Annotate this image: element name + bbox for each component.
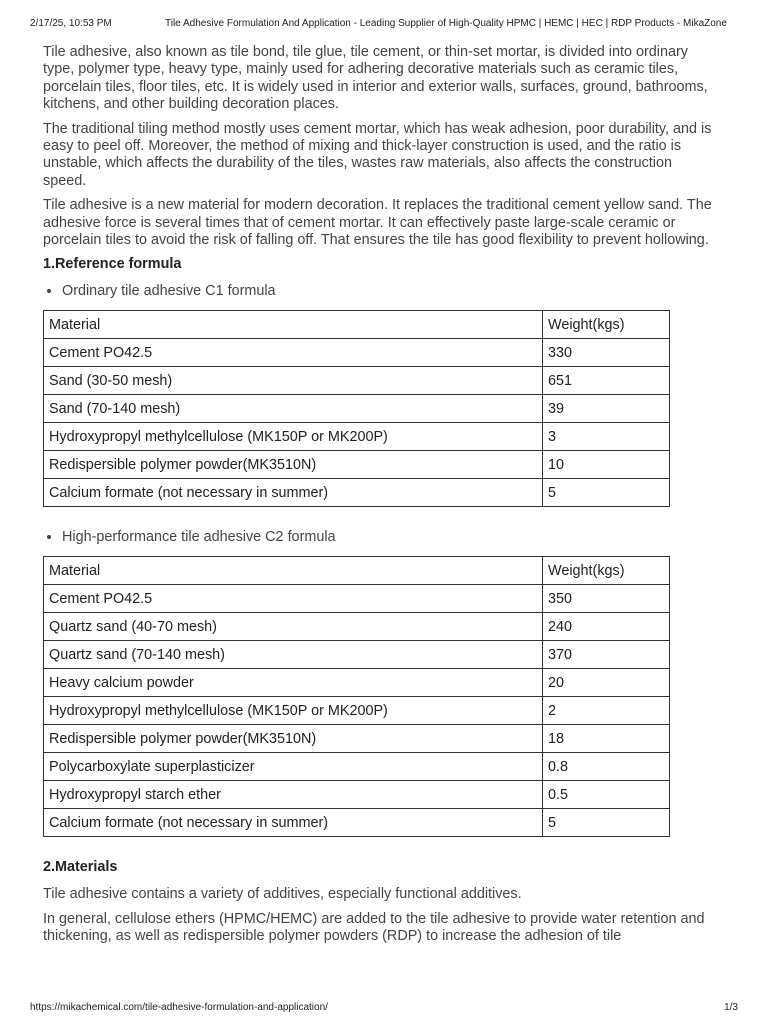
c2-formula-table <box>43 556 670 837</box>
c2-bullet-list <box>43 529 719 546</box>
weight-cell: 651 <box>543 367 670 395</box>
table-header-row <box>44 557 670 585</box>
weight-cell: 3 <box>543 423 670 451</box>
weight-cell: 2 <box>543 697 670 725</box>
table-row <box>44 339 670 367</box>
c1-formula-table <box>43 310 670 507</box>
weight-cell: 18 <box>543 725 670 753</box>
table-row <box>44 451 670 479</box>
print-datetime: 2/17/25, 10:53 PM <box>30 18 112 29</box>
material-cell: Cement PO42.5 <box>44 585 543 613</box>
material-cell: Cement PO42.5 <box>44 339 543 367</box>
material-cell: Hydroxypropyl methylcellulose (MK150P or MK200P) <box>44 423 543 451</box>
table-row <box>44 725 670 753</box>
table-row <box>44 395 670 423</box>
material-cell: Quartz sand (70-140 mesh) <box>44 641 543 669</box>
weight-cell: 5 <box>543 809 670 837</box>
table-header-cell: Material <box>44 311 543 339</box>
material-cell: Quartz sand (40-70 mesh) <box>44 613 543 641</box>
table-row <box>44 809 670 837</box>
table-row <box>44 641 670 669</box>
page-url: https://mikachemical.com/tile-adhesive-formulation-and-application/ <box>30 1002 328 1013</box>
material-cell: Polycarboxylate superplasticizer <box>44 753 543 781</box>
c2-bullet: • High-performance tile adhesive C2 formula <box>62 529 719 546</box>
material-cell: Sand (70-140 mesh) <box>44 395 543 423</box>
section-heading-reference-formula: 1.Reference formula <box>43 256 182 273</box>
modern-material-paragraph: Tile adhesive is a new material for modern decoration. It replaces the traditional cement yellow sand. The adhesive force is several times that of cement mortar. It can effectively paste large-scale ceramic or porcelain tiles to avoid the risk of falling off. That ensures the tile has good flexibility to prevent hollowing. <box>43 197 712 249</box>
table-header-cell: Material <box>44 557 543 585</box>
weight-cell: 39 <box>543 395 670 423</box>
weight-cell: 350 <box>543 585 670 613</box>
intro-paragraph: Tile adhesive, also known as tile bond, tile glue, tile cement, or thin-set mortar, is divided into ordinary type, polymer type, heavy type, mainly used for adhering decorative materials such as ceramic tiles, porcelain tiles, floor tiles, etc. It is widely used in interior and exterior walls, surfaces, ground, bathrooms, kitchens, and other building decoration places. <box>43 44 708 113</box>
table-header-cell: Weight(kgs) <box>543 311 670 339</box>
material-cell: Redispersible polymer powder(MK3510N) <box>44 451 543 479</box>
material-cell: Sand (30-50 mesh) <box>44 367 543 395</box>
table-row <box>44 585 670 613</box>
weight-cell: 370 <box>543 641 670 669</box>
table-header-cell: Weight(kgs) <box>543 557 670 585</box>
table-row <box>44 479 670 507</box>
table-row <box>44 753 670 781</box>
weight-cell: 20 <box>543 669 670 697</box>
material-cell: Calcium formate (not necessary in summer) <box>44 479 543 507</box>
table-row <box>44 613 670 641</box>
material-cell: Hydroxypropyl methylcellulose (MK150P or MK200P) <box>44 697 543 725</box>
table-row <box>44 697 670 725</box>
weight-cell: 330 <box>543 339 670 367</box>
print-page-title: Tile Adhesive Formulation And Application - Leading Supplier of High-Quality HPMC | HEMC | HEC | RDP Products - MikaZone <box>165 18 727 29</box>
material-cell: Heavy calcium powder <box>44 669 543 697</box>
traditional-method-paragraph: The traditional tiling method mostly uses cement mortar, which has weak adhesion, poor durability, and is easy to peel off. Moreover, the method of mixing and thick-layer construction is used, and the ratio is unstable, which affects the durability of the tiles, wastes raw materials, also affects the construction speed. <box>43 120 712 189</box>
materials-paragraph: In general, cellulose ethers (HPMC/HEMC) are added to the tile adhesive to provide water retention and thickening, as well as redispersible polymer powders (RDP) to increase the adhesion of tile <box>43 910 705 945</box>
c1-bullet: • Ordinary tile adhesive C1 formula <box>62 283 719 300</box>
weight-cell: 0.8 <box>543 753 670 781</box>
material-cell: Hydroxypropyl starch ether <box>44 781 543 809</box>
table-row <box>44 669 670 697</box>
table-row <box>44 423 670 451</box>
page-number: 1/3 <box>724 1002 738 1013</box>
article-content <box>43 44 719 953</box>
weight-cell: 0.5 <box>543 781 670 809</box>
table-header-row <box>44 311 670 339</box>
material-cell: Redispersible polymer powder(MK3510N) <box>44 725 543 753</box>
weight-cell: 240 <box>543 613 670 641</box>
material-cell: Calcium formate (not necessary in summer) <box>44 809 543 837</box>
table-row <box>44 367 670 395</box>
materials-paragraph: Tile adhesive contains a variety of additives, especially functional additives. <box>43 886 522 903</box>
c1-bullet-list <box>43 283 719 300</box>
weight-cell: 10 <box>543 451 670 479</box>
section-heading-materials: 2.Materials <box>43 859 118 876</box>
weight-cell: 5 <box>543 479 670 507</box>
table-row <box>44 781 670 809</box>
